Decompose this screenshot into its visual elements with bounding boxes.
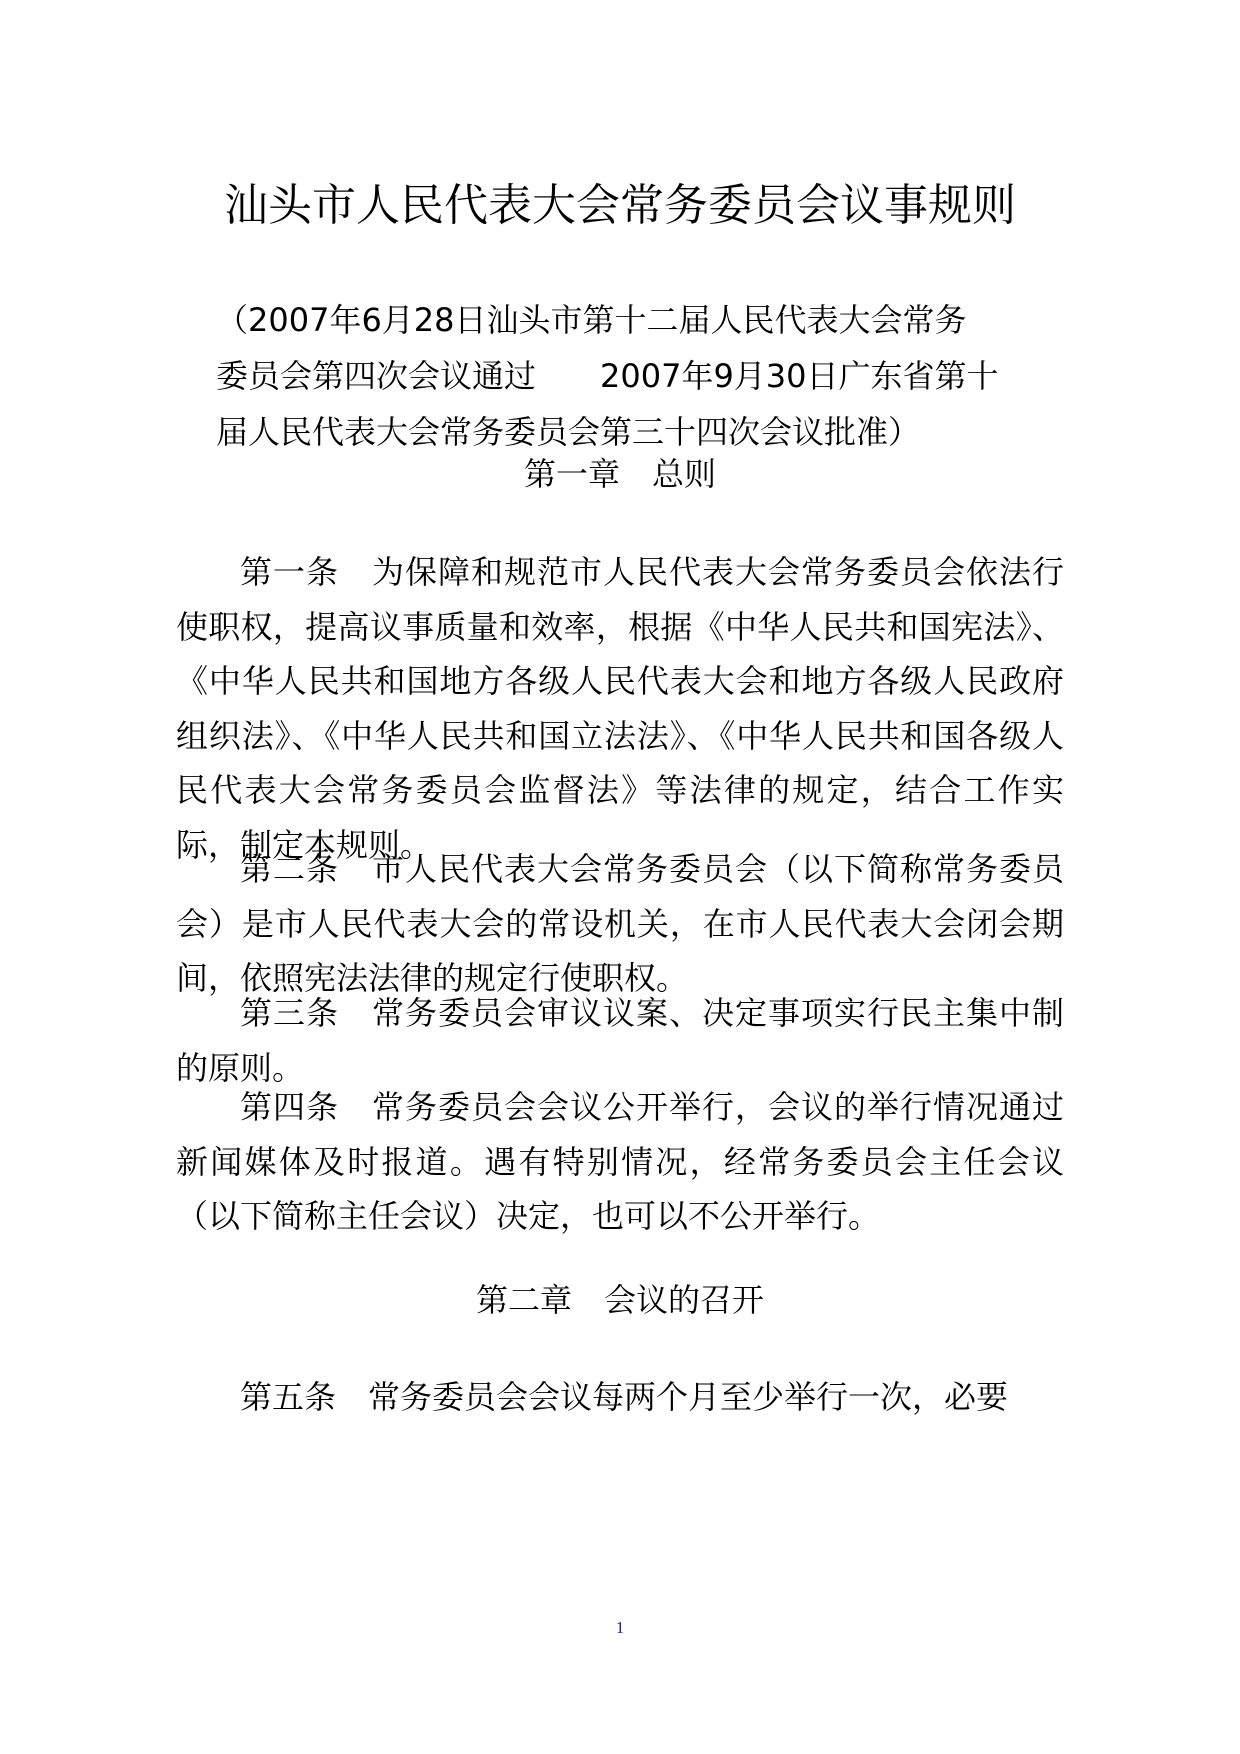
article-paragraph: 第四条 常务委员会会议公开举行，会议的举行情况通过新闻媒体及时报道。遇有特别情况，经常务委员会主任会议（以下简称主任会议）决定，也可以不公开举行。 — [176, 1088, 1064, 1235]
article-paragraph: 第五条 常务委员会会议每两个月至少举行一次，必要 — [240, 1378, 1009, 1416]
page-number: 1 — [615, 1618, 625, 1637]
document-subtitle — [216, 292, 1036, 460]
subtitle-line: 委员会第四次会议通过 2007年9月30日广东省第十 — [216, 357, 999, 395]
article-paragraph: 第二条 市人民代表大会常务委员会（以下简称常务委员会）是市人民代表大会的常设机关，在市人民代表大会闭会期间，依照宪法法律的规定行使职权。 — [176, 850, 1064, 997]
document-title: 汕头市人民代表大会常务委员会议事规则 — [224, 180, 1016, 231]
chapter-heading: 第一章 总则 — [523, 455, 716, 493]
article-paragraph: 第三条 常务委员会审议议案、决定事项实行民主集中制的原则。 — [176, 994, 1064, 1087]
subtitle-line: 届人民代表大会常务委员会第三十四次会议批准） — [216, 413, 921, 451]
subtitle-line: （2007年6月28日汕头市第十二届人民代表大会常务 — [216, 301, 967, 339]
chapter-heading: 第二章 会议的召开 — [475, 1281, 764, 1319]
article-paragraph: 第一条 为保障和规范市人民代表大会常务委员会依法行使职权，提高议事质量和效率，根据《中华人民共和国宪法》、《中华人民共和国地方各级人民代表大会和地方各级人民政府组织法》、《中华人民共和国立法法》、《中华人民共和国各级人民代表大会常务委员会监督法》等法律的规定，结合工作实际，制定本规则。 — [176, 553, 1064, 864]
